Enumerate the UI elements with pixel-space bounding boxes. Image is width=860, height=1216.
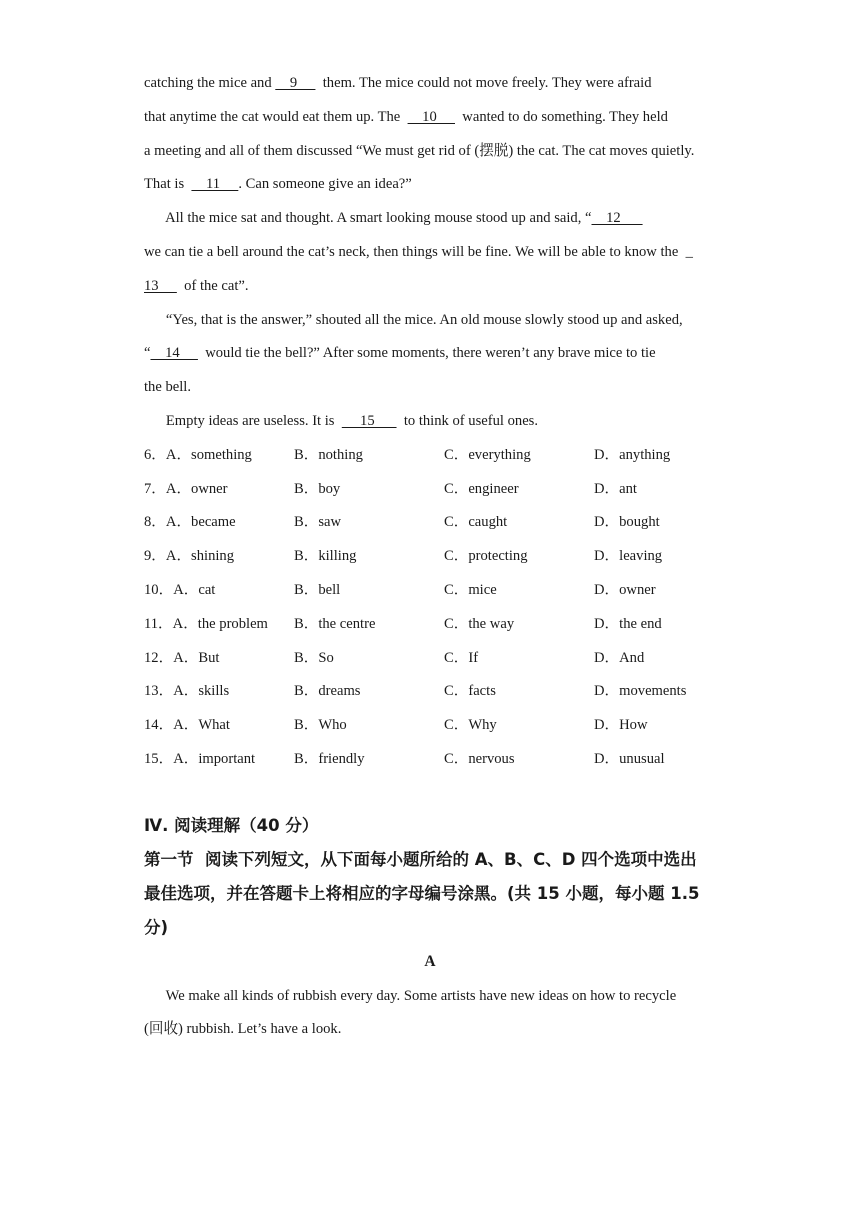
question-number: 11． [144, 616, 173, 632]
passage-line [144, 411, 538, 431]
question-row [144, 479, 744, 499]
passage-line [144, 208, 643, 228]
question-number: 9． [144, 548, 166, 564]
question-number: 12． [144, 650, 174, 666]
blank-13-start: _ [685, 244, 693, 260]
question-number: 6． [144, 447, 166, 463]
question-row [144, 681, 744, 701]
option-c: C．mice [444, 582, 497, 598]
question-row [144, 715, 744, 735]
option-c: C．If [444, 650, 479, 666]
question-row [144, 648, 744, 668]
option-d: D．anything [594, 447, 671, 463]
passage-text: catching the mice and [144, 75, 276, 91]
option-a: A．became [165, 514, 236, 530]
passage-text: “ [144, 345, 151, 361]
option-b: B．Who [294, 717, 347, 733]
passage-line [144, 276, 249, 296]
option-d: D．How [594, 717, 648, 733]
blank-14: 14 [150, 345, 198, 361]
passage-line [144, 174, 412, 194]
option-a: A．What [173, 717, 230, 733]
section-instructions: 分) [144, 918, 169, 937]
passage-text: to think of useful ones. [396, 413, 538, 429]
blank-11: 11 [191, 176, 239, 192]
question-number: 14． [144, 717, 174, 733]
option-a: A．something [165, 447, 252, 463]
question-number: 10． [144, 582, 174, 598]
option-a: A．skills [173, 683, 230, 699]
reading-line: We make all kinds of rubbish every day. Some artists have new ideas on how to recycle [144, 988, 677, 1004]
question-row [144, 749, 744, 769]
option-a: A．the problem [172, 616, 268, 632]
section-instructions: 最佳选项，并在答题卡上将相应的字母编号涂黑。(共 15 小题，每小题 1.5 [144, 884, 700, 903]
passage-text: All the mice sat and thought. A smart looking mouse stood up and said, “ [144, 210, 592, 226]
question-row [144, 445, 744, 465]
option-d: D．leaving [594, 548, 663, 564]
section-instructions: 第一节 阅读下列短文，从下面每小题所给的 A、B、C、D 四个选项中选出 [144, 850, 697, 869]
passage-text: . Can someone give an idea?” [238, 176, 412, 192]
option-d: D．owner [594, 582, 656, 598]
passage-text: them. The mice could not move freely. They were afraid [315, 75, 652, 91]
option-d: D．unusual [594, 751, 665, 767]
blank-9: 9 [275, 75, 316, 91]
option-b: B．dreams [294, 683, 361, 699]
question-row [144, 580, 744, 600]
option-c: C．protecting [444, 548, 528, 564]
passage-label: A [424, 953, 436, 970]
blank-10: 10 [407, 109, 455, 125]
passage-text: That is [144, 176, 192, 192]
question-row [144, 614, 744, 634]
blank-13: 13 [144, 278, 177, 294]
passage-text: we can tie a bell around the cat’s neck, then things will be fine. We will be able to know the [144, 244, 686, 260]
passage-line [144, 107, 668, 127]
option-b: B．nothing [294, 447, 363, 463]
question-number: 13． [144, 683, 174, 699]
option-b: B．So [294, 650, 334, 666]
option-c: C．facts [444, 683, 496, 699]
blank-12: 12 [591, 210, 643, 226]
passage-line: a meeting and all of them discussed “We must get rid of (摆脱) the cat. The cat moves quietly. [144, 143, 695, 159]
option-b: B．bell [294, 582, 341, 598]
passage-line [144, 242, 693, 262]
passage-line: the bell. [144, 379, 192, 395]
passage-text: of the cat”. [176, 278, 249, 294]
option-c: C．caught [444, 514, 508, 530]
question-row [144, 512, 744, 532]
option-a: A．But [173, 650, 220, 666]
passage-text: that anytime the cat would eat them up. The [144, 109, 408, 125]
option-b: B．friendly [294, 751, 365, 767]
option-a: A．cat [173, 582, 216, 598]
passage-line: “Yes, that is the answer,” shouted all the mice. An old mouse slowly stood up and asked, [144, 312, 683, 328]
passage-text: would tie the bell?” After some moments, there weren’t any brave mice to tie [197, 345, 656, 361]
option-d: D．ant [594, 481, 637, 497]
option-a: A．important [173, 751, 256, 767]
option-a: A．shining [165, 548, 235, 564]
option-c: C．Why [444, 717, 497, 733]
section-title: Ⅳ. 阅读理解（40 分） [144, 816, 319, 835]
option-c: C．everything [444, 447, 531, 463]
reading-line: (回收) rubbish. Let’s have a look. [144, 1021, 342, 1037]
blank-15: 15 [341, 413, 397, 429]
option-b: B．the centre [294, 616, 376, 632]
option-b: B．saw [294, 514, 342, 530]
option-b: B．boy [294, 481, 341, 497]
option-d: D．the end [594, 616, 662, 632]
option-b: B．killing [294, 548, 357, 564]
passage-text: Empty ideas are useless. It is [144, 413, 342, 429]
option-c: C．nervous [444, 751, 515, 767]
option-d: D．And [594, 650, 645, 666]
option-c: C．the way [444, 616, 515, 632]
option-d: D．movements [594, 683, 687, 699]
question-number: 15． [144, 751, 174, 767]
option-c: C．engineer [444, 481, 519, 497]
question-row [144, 546, 744, 566]
question-number: 7． [144, 481, 166, 497]
question-number: 8． [144, 514, 166, 530]
passage-line [144, 73, 652, 93]
option-a: A．owner [165, 481, 228, 497]
passage-text: wanted to do something. They held [455, 109, 668, 125]
option-d: D．bought [594, 514, 660, 530]
passage-line [144, 343, 656, 363]
